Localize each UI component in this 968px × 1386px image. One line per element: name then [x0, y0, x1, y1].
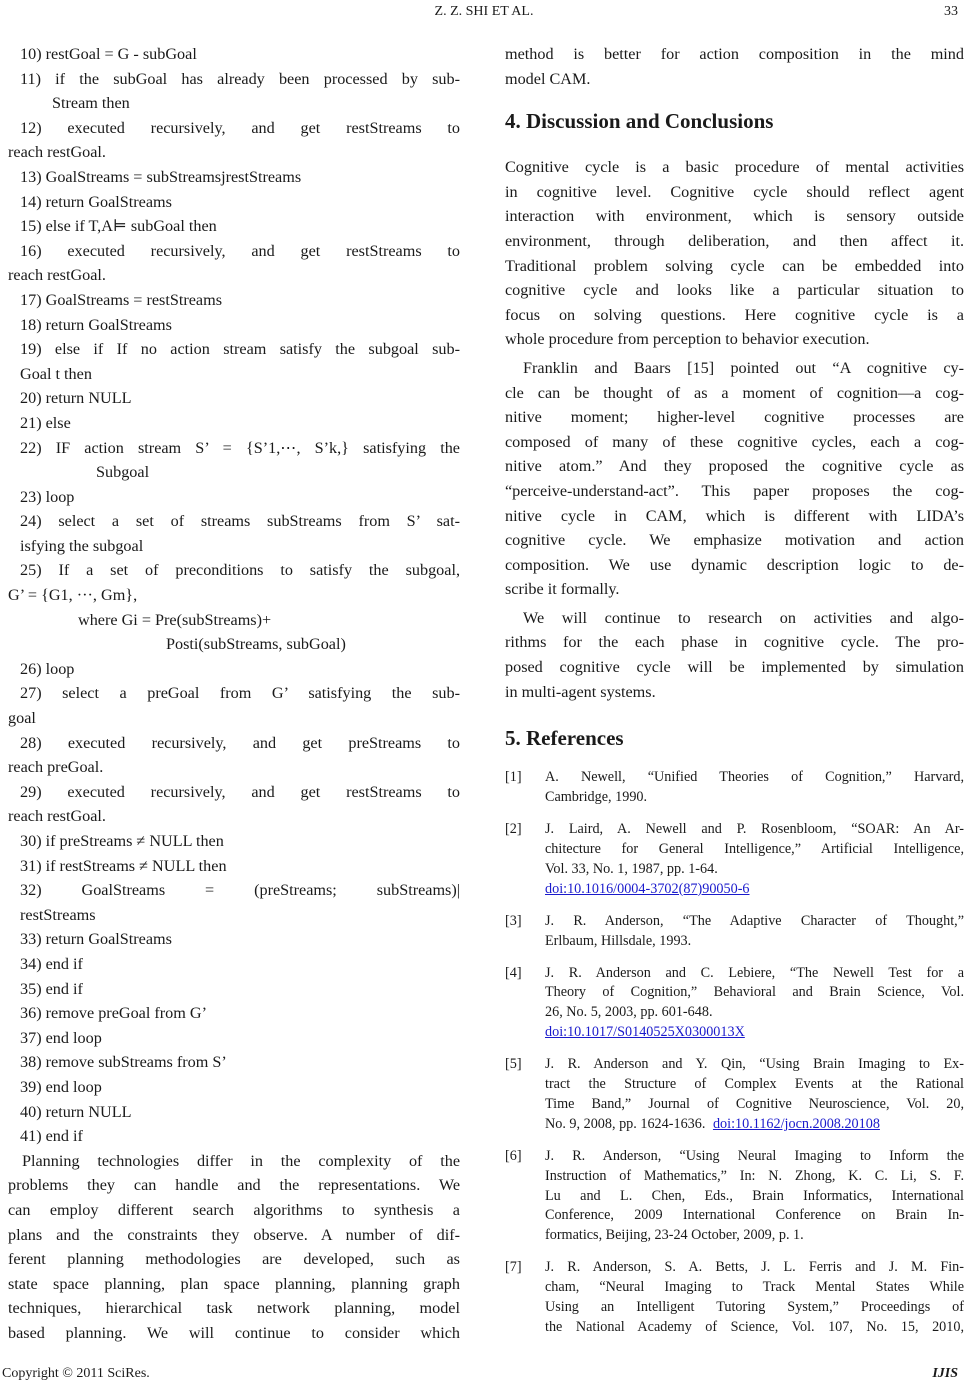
paragraph-line: cognitive cycle. We emphasize motivation and action — [505, 531, 964, 550]
reference-number: [7] — [505, 1259, 522, 1276]
algo-line: 13) GoalStreams = subStreamsjrestStreams — [20, 167, 302, 186]
reference-number: [2] — [505, 821, 522, 838]
planning-paragraph — [8, 1149, 460, 1346]
paragraph-line: nitive atom.” And they proposed the cognitive cycle as — [505, 457, 964, 476]
section-heading-references: 5. References — [505, 726, 624, 751]
algo-line: 14) return GoalStreams — [20, 192, 172, 211]
algo-line: G’ = {G1, ···, Gm}, — [8, 586, 138, 605]
reference-number: [6] — [505, 1147, 522, 1164]
reference-line: 26, No. 5, 2003, pp. 601-648. — [545, 1004, 713, 1021]
algo-line: 12) executed recursively, and get restStreams to — [20, 118, 460, 137]
paragraph-line: problems they can handle and the representations. We — [8, 1176, 460, 1195]
algo-line: where Gi = Pre(subStreams)+ — [78, 610, 272, 629]
algo-line: 22) IF action stream S’ = {S’1,⋯, S’k,} satisfying the — [20, 438, 460, 457]
reference-item — [505, 964, 964, 1044]
algo-line: 24) select a set of streams subStreams from S’ sat- — [20, 512, 460, 531]
discussion-paragraph-3 — [505, 606, 964, 704]
reference-number: [3] — [505, 912, 522, 929]
algo-line: 35) end if — [20, 979, 83, 998]
reference-line: Using an Intelligent Tutoring System,” Proceedings of — [545, 1299, 964, 1316]
reference-line: chitecture for General Intelligence,” Artificial Intelligence, — [545, 840, 964, 857]
paragraph-line: scribe it formally. — [505, 580, 620, 599]
algo-line: 38) remove subStreams from S’ — [20, 1053, 227, 1072]
reference-line: J. R. Anderson, “The Adaptive Character of Thought,” — [545, 912, 964, 929]
paragraph-line: “perceive-understand-act”. This paper proposes the cog- — [505, 481, 964, 500]
discussion-paragraph-1 — [505, 155, 964, 352]
algo-line: 34) end if — [20, 954, 83, 973]
algo-line: 20) return NULL — [20, 389, 132, 408]
algo-line: restStreams — [20, 905, 96, 924]
algo-line: 41) end if — [20, 1127, 83, 1146]
algo-line: Goal t then — [20, 364, 92, 383]
algo-line: 11) if the subGoal has already been processed by sub- — [20, 69, 460, 88]
reference-item — [505, 1055, 964, 1135]
algo-line: reach restGoal. — [8, 266, 106, 285]
algo-line: reach restGoal. — [8, 143, 106, 162]
paragraph-line: method is better for action composition in the mind — [505, 45, 964, 63]
algo-line: 26) loop — [20, 659, 75, 678]
section-heading-discussion: 4. Discussion and Conclusions — [505, 109, 774, 134]
reference-doi-link[interactable]: doi:10.1016/0004-3702(87)90050-6 — [545, 880, 750, 897]
algo-line: 15) else if T,A⊨ subGoal then — [20, 217, 217, 236]
algo-line: 33) return GoalStreams — [20, 930, 172, 949]
paragraph-line: Planning technologies differ in the complexity of the — [22, 1151, 460, 1170]
algo-line: 31) if restStreams ≠ NULL then — [20, 856, 227, 875]
paragraph-line: composition. We use dynamic description logic to de- — [505, 555, 964, 574]
paragraph-line: whole procedure from perception to behavior execution. — [505, 330, 870, 349]
reference-line: J. R. Anderson and C. Lebiere, “The Newell Test for a — [545, 964, 964, 981]
paragraph-line: can employ different search algorithms to synthesis a — [8, 1200, 460, 1219]
paragraph-line: cognitive cycle and looks like a particular situation to — [505, 281, 964, 300]
algo-line: Subgoal — [96, 463, 150, 482]
algo-line: Stream then — [52, 94, 130, 113]
algo-line: goal — [8, 709, 36, 728]
paragraph-line: nitive cycle in CAM, which is different with LIDA’s — [505, 506, 964, 525]
discussion-paragraph-2 — [505, 356, 964, 602]
algo-line: 10) restGoal = G - subGoal — [20, 45, 197, 63]
paragraph-line: plans and the constraints they observe. A number of dif- — [8, 1225, 460, 1244]
algo-line: 30) if preStreams ≠ NULL then — [20, 832, 224, 850]
paragraph-line: Cognitive cycle is a basic procedure of mental activities — [505, 158, 964, 177]
reference-doi-link[interactable]: doi:10.1017/S0140525X0300013X — [545, 1024, 745, 1041]
algo-line: 17) GoalStreams = restStreams — [20, 290, 222, 309]
algo-line: 25) If a set of preconditions to satisfy the subgoal, — [20, 561, 460, 580]
reference-item — [505, 768, 964, 808]
paragraph-line: techniques, hierarchical task network planning, model — [8, 1299, 460, 1318]
algo-line: 40) return NULL — [20, 1102, 132, 1121]
paragraph-line: composed of many of these cognitive cycles, each a cog- — [505, 432, 964, 451]
algo-line: Posti(subStreams, subGoal) — [166, 635, 346, 654]
reference-line: Conference, 2009 International Conference on Brain In- — [545, 1207, 964, 1224]
reference-line: Vol. 33, No. 1, 1987, pp. 1-64. — [545, 860, 718, 877]
reference-number: [4] — [505, 964, 522, 981]
algo-line: 28) executed recursively, and get preStreams to — [20, 733, 460, 752]
paragraph-line: nitive moment; higher-level cognitive processes are — [505, 408, 964, 427]
algo-line: reach preGoal. — [8, 758, 104, 777]
reference-line: Erlbaum, Hillsdale, 1993. — [545, 932, 692, 949]
reference-item — [505, 820, 964, 900]
paragraph-line: rithms for the each phase in cognitive cycle. The pro- — [505, 633, 964, 652]
algo-line: isfying the subgoal — [20, 536, 144, 555]
page-header — [0, 4, 968, 26]
algo-line: reach restGoal. — [8, 807, 106, 826]
reference-doi-link[interactable]: doi:10.1162/jocn.2008.20108 — [712, 1115, 880, 1132]
paragraph-line: environment, through deliberation, and then affect it. — [505, 231, 964, 250]
algo-line: 29) executed recursively, and get restStreams to — [20, 782, 460, 801]
algo-line: 23) loop — [20, 487, 75, 506]
reference-line: the National Academy of Science, Vol. 107, No. 15, 2010, — [545, 1319, 964, 1335]
paragraph-line: posed cognitive cycle will be implemented by simulation — [505, 658, 964, 677]
algorithm-listing — [8, 42, 460, 1149]
reference-item — [505, 1147, 964, 1247]
reference-item — [505, 912, 964, 952]
reference-line: J. R. Anderson, S. A. Betts, J. L. Ferris and J. M. Fin- — [545, 1259, 964, 1276]
algo-line: 27) select a preGoal from G’ satisfying the sub- — [20, 684, 460, 703]
reference-line: J. R. Anderson, “Using Neural Imaging to Inform the — [545, 1147, 964, 1164]
reference-number: [5] — [505, 1056, 522, 1073]
reference-line: formatics, Beijing, 23-24 October, 2009, p. 1. — [545, 1227, 804, 1244]
copyright-notice: Copyright © 2011 SciRes. — [2, 1366, 150, 1381]
algo-line: 37) end loop — [20, 1028, 102, 1047]
paragraph-line: based planning. We will continue to consider which — [8, 1323, 460, 1342]
reference-line: Cambridge, 1990. — [545, 789, 648, 806]
algo-line: 39) end loop — [20, 1077, 102, 1096]
reference-list — [505, 768, 964, 1338]
algo-line: 21) else — [20, 413, 71, 432]
reference-line: tract the Structure of Complex Events at the Rational — [545, 1076, 964, 1093]
paragraph-line: focus on solving questions. Here cognitive cycle is a — [505, 305, 964, 324]
reference-line: A. Newell, “Unified Theories of Cognition,” Harvard, — [545, 769, 964, 786]
reference-line: cham, “Neural Imaging to Track Mental States While — [545, 1279, 964, 1296]
journal-abbrev: IJIS — [932, 1366, 958, 1381]
algo-line: 36) remove preGoal from G’ — [20, 1004, 207, 1023]
paragraph-line: ferent planning methodologies are developed, such as — [8, 1250, 460, 1269]
reference-line: J. Laird, A. Newell and P. Rosenbloom, “SOAR: An Ar- — [545, 821, 964, 838]
algo-line: 32) GoalStreams = (preStreams; subStreams)| — [20, 881, 460, 900]
algo-line: 18) return GoalStreams — [20, 315, 172, 334]
paragraph-line: Franklin and Baars [15] pointed out “A cognitive cy- — [523, 358, 964, 377]
paragraph-line: in cognitive level. Cognitive cycle should reflect agent — [505, 182, 964, 201]
left-column — [8, 42, 460, 1345]
page-number: 33 — [944, 4, 958, 19]
paragraph-line: Traditional problem solving cycle can be embedded into — [505, 256, 964, 275]
algo-line: 19) else if If no action stream satisfy the subgoal sub- — [20, 340, 460, 359]
right-column — [505, 42, 964, 1338]
paragraph-line: in multi-agent systems. — [505, 682, 656, 701]
paragraph-line: We will continue to research on activities and algo- — [523, 608, 964, 627]
reference-number: [1] — [505, 769, 522, 786]
reference-line: Theory of Cognition,” Behavioral and Brain Science, Vol. — [545, 984, 964, 1001]
reference-line: Time Band,” Journal of Cognitive Neuroscience, Vol. 20, — [545, 1095, 964, 1112]
reference-line: J. R. Anderson and Y. Qin, “Using Brain Imaging to Ex- — [545, 1056, 964, 1073]
running-head: Z. Z. SHI ET AL. — [434, 4, 534, 19]
paragraph-line: model CAM. — [505, 69, 591, 88]
reference-line: Lu and L. Chen, Eds., Brain Informatics, International — [545, 1187, 964, 1204]
paragraph-line: interaction with environment, which is sensory outside — [505, 207, 964, 226]
reference-line: No. 9, 2008, pp. 1624-1636. — [545, 1115, 706, 1132]
reference-item — [505, 1258, 964, 1338]
reference-line: Instruction of Mathematics,” In: N. Zhong, K. C. Li, S. F. — [545, 1167, 964, 1184]
algo-line: 16) executed recursively, and get restStreams to — [20, 241, 460, 260]
paragraph-line: cle can be thought of as a moment of cognition—a cog- — [505, 383, 964, 402]
paragraph-line: state space planning, plan space planning, planning graph — [8, 1274, 460, 1293]
